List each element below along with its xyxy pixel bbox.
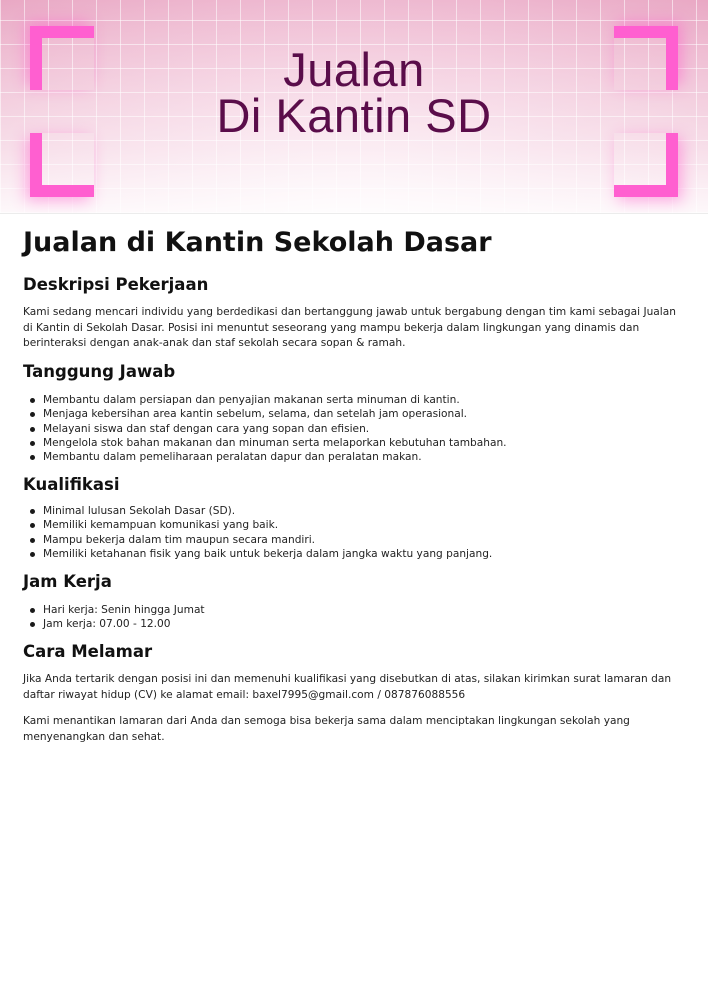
list-item: Memiliki ketahanan fisik yang baik untuk bekerja dalam jangka waktu yang panjang. [23, 547, 687, 561]
list-item: Hari kerja: Senin hingga Jumat [23, 603, 687, 617]
heading-cara-melamar: Cara Melamar [23, 642, 153, 661]
list-jam-kerja [23, 603, 687, 632]
header-banner [0, 0, 708, 214]
list-item: Minimal lulusan Sekolah Dasar (SD). [23, 504, 687, 518]
banner-title-line1: Jualan [283, 43, 425, 96]
closing-text: Kami menantikan lamaran dari Anda dan semoga bisa bekerja sama dalam menciptakan lingkungan sekolah yang menyenangkan dan sehat. [23, 715, 630, 743]
heading-tanggung-jawab: Tanggung Jawab [23, 362, 176, 381]
list-item: Jam kerja: 07.00 - 12.00 [23, 617, 687, 631]
heading-kualifikasi: Kualifikasi [23, 475, 120, 494]
list-item: Melayani siswa dan staf dengan cara yang sopan dan efisien. [23, 422, 687, 436]
list-item: Memiliki kemampuan komunikasi yang baik. [23, 518, 687, 532]
corner-bracket-bottom-right [614, 133, 678, 197]
list-item: Mampu bekerja dalam tim maupun secara mandiri. [23, 533, 687, 547]
page-title: Jualan di Kantin Sekolah Dasar [23, 227, 492, 258]
list-item: Membantu dalam pemeliharaan peralatan dapur dan peralatan makan. [23, 450, 687, 464]
list-item: Menjaga kebersihan area kantin sebelum, selama, dan setelah jam operasional. [23, 407, 687, 421]
list-kualifikasi [23, 504, 687, 561]
cara-melamar-text: Jika Anda tertarik dengan posisi ini dan memenuhi kualifikasi yang disebutkan di atas, silakan kirimkan surat lamaran dan daftar riwayat hidup (CV) ke alamat email: baxel7995@gmail.com / 087876088556 [23, 673, 672, 701]
corner-bracket-bottom-left [30, 133, 94, 197]
list-item: Mengelola stok bahan makanan dan minuman serta melaporkan kebutuhan tambahan. [23, 436, 687, 450]
list-item: Membantu dalam persiapan dan penyajian makanan serta minuman di kantin. [23, 393, 687, 407]
heading-deskripsi: Deskripsi Pekerjaan [23, 275, 209, 294]
deskripsi-text: Kami sedang mencari individu yang berdedikasi dan bertanggung jawab untuk bergabung dengan tim kami sebagai Jualan di Kantin di Sekolah Dasar. Posisi ini menuntut seseorang yang mampu bekerja dalam lingkungan yang dinamis dan berinteraksi dengan anak-anak dan staf sekolah secara sopan & ramah. [23, 306, 676, 349]
list-tanggung-jawab [23, 393, 687, 464]
heading-jam-kerja: Jam Kerja [23, 572, 112, 591]
banner-title-line2: Di Kantin SD [216, 89, 492, 142]
